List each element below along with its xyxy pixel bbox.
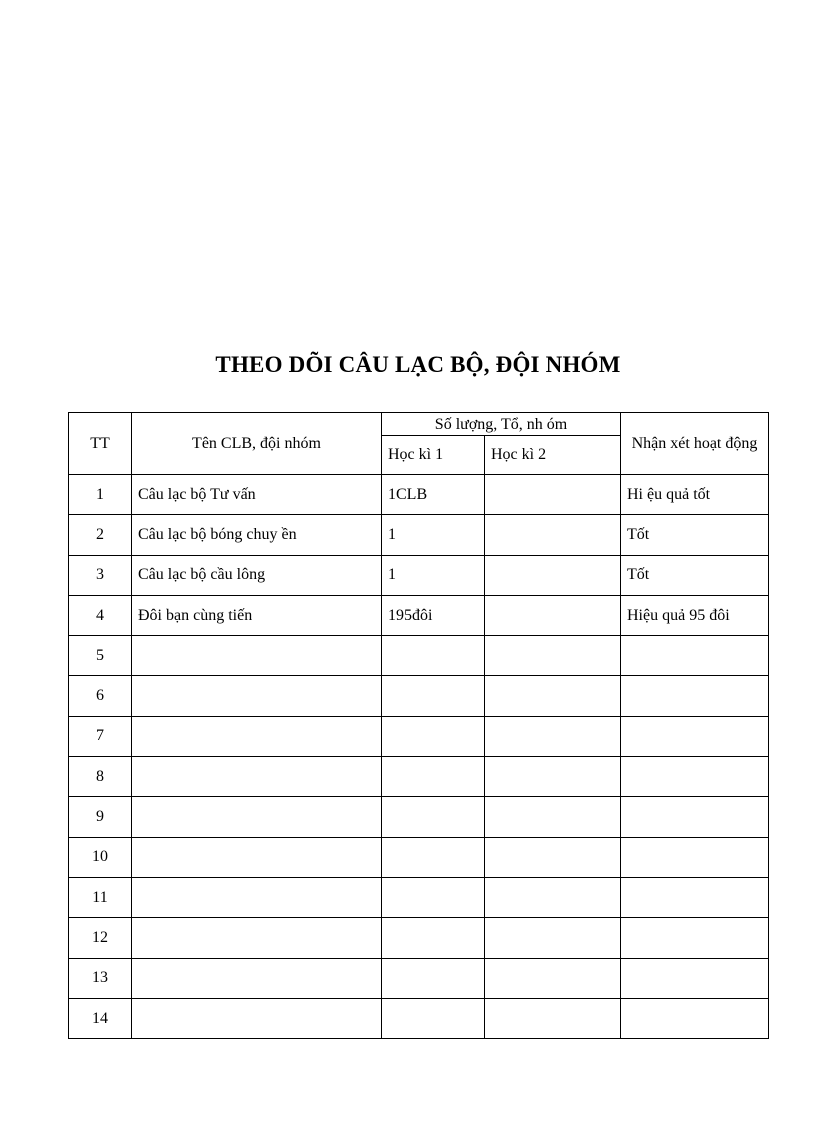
cell-club-name [132, 797, 382, 837]
cell-tt: 9 [69, 797, 132, 837]
cell-semester-1 [382, 716, 485, 756]
table-row [69, 636, 769, 676]
cell-semester-2 [485, 877, 621, 917]
cell-semester-2 [485, 636, 621, 676]
table-row [69, 676, 769, 716]
cell-tt: 10 [69, 837, 132, 877]
cell-club-name [132, 676, 382, 716]
cell-semester-1 [382, 757, 485, 797]
cell-semester-1: 1 [382, 515, 485, 555]
table-row [69, 837, 769, 877]
table-header [69, 413, 769, 475]
cell-club-name: Câu lạc bộ cầu lông [132, 555, 382, 595]
cell-tt: 12 [69, 918, 132, 958]
cell-semester-2 [485, 716, 621, 756]
cell-semester-2 [485, 918, 621, 958]
cell-club-name: Câu lạc bộ Tư vấn [132, 475, 382, 515]
cell-semester-1 [382, 837, 485, 877]
cell-remark [621, 797, 769, 837]
cell-club-name: Câu lạc bộ bóng chuy ền [132, 515, 382, 555]
cell-remark: Tốt [621, 515, 769, 555]
cell-semester-1: 1 [382, 555, 485, 595]
header-tt: TT [69, 413, 132, 475]
cell-semester-1: 195đôi [382, 595, 485, 635]
header-semester-2: Học kì 2 [485, 436, 621, 475]
cell-semester-1 [382, 918, 485, 958]
cell-tt: 14 [69, 998, 132, 1038]
cell-remark [621, 636, 769, 676]
cell-semester-2 [485, 837, 621, 877]
cell-semester-2 [485, 958, 621, 998]
table-row [69, 998, 769, 1038]
header-club-name: Tên CLB, đội nhóm [132, 413, 382, 475]
cell-remark [621, 877, 769, 917]
cell-tt: 8 [69, 757, 132, 797]
cell-semester-2 [485, 797, 621, 837]
cell-club-name [132, 716, 382, 756]
header-semester-1: Học kì 1 [382, 436, 485, 475]
cell-remark: Hiệu quả 95 đôi [621, 595, 769, 635]
club-tracking-table [68, 412, 769, 1039]
header-quantity-group: Số lượng, Tổ, nh óm [382, 413, 621, 436]
header-remark: Nhận xét hoạt động [621, 413, 769, 475]
cell-semester-1 [382, 877, 485, 917]
table-body [69, 475, 769, 1039]
cell-tt: 7 [69, 716, 132, 756]
cell-semester-2 [485, 998, 621, 1038]
cell-semester-2 [485, 676, 621, 716]
table-row [69, 555, 769, 595]
cell-remark [621, 757, 769, 797]
cell-tt: 4 [69, 595, 132, 635]
cell-remark: Tốt [621, 555, 769, 595]
cell-club-name [132, 958, 382, 998]
cell-tt: 11 [69, 877, 132, 917]
cell-semester-2 [485, 515, 621, 555]
cell-club-name [132, 837, 382, 877]
cell-tt: 5 [69, 636, 132, 676]
cell-remark: Hi ệu quả tốt [621, 475, 769, 515]
table-row [69, 877, 769, 917]
cell-club-name [132, 877, 382, 917]
cell-semester-1 [382, 998, 485, 1038]
table-row [69, 918, 769, 958]
cell-tt: 13 [69, 958, 132, 998]
cell-remark [621, 958, 769, 998]
cell-tt: 6 [69, 676, 132, 716]
cell-tt: 3 [69, 555, 132, 595]
cell-remark [621, 998, 769, 1038]
table-row [69, 716, 769, 756]
cell-remark [621, 676, 769, 716]
table-row [69, 475, 769, 515]
cell-semester-2 [485, 757, 621, 797]
cell-club-name [132, 998, 382, 1038]
cell-club-name [132, 757, 382, 797]
cell-semester-2 [485, 555, 621, 595]
cell-club-name [132, 636, 382, 676]
table-row [69, 797, 769, 837]
cell-club-name [132, 918, 382, 958]
document-title: THEO DÕI CÂU LẠC BỘ, ĐỘI NHÓM [215, 352, 621, 377]
cell-semester-2 [485, 595, 621, 635]
cell-semester-1: 1CLB [382, 475, 485, 515]
cell-semester-1 [382, 676, 485, 716]
table-row [69, 958, 769, 998]
cell-semester-1 [382, 958, 485, 998]
cell-semester-2 [485, 475, 621, 515]
cell-club-name: Đôi bạn cùng tiến [132, 595, 382, 635]
table-row [69, 595, 769, 635]
cell-remark [621, 837, 769, 877]
cell-semester-1 [382, 636, 485, 676]
cell-tt: 1 [69, 475, 132, 515]
table-row [69, 515, 769, 555]
table-row [69, 757, 769, 797]
cell-remark [621, 918, 769, 958]
cell-remark [621, 716, 769, 756]
cell-tt: 2 [69, 515, 132, 555]
cell-semester-1 [382, 797, 485, 837]
